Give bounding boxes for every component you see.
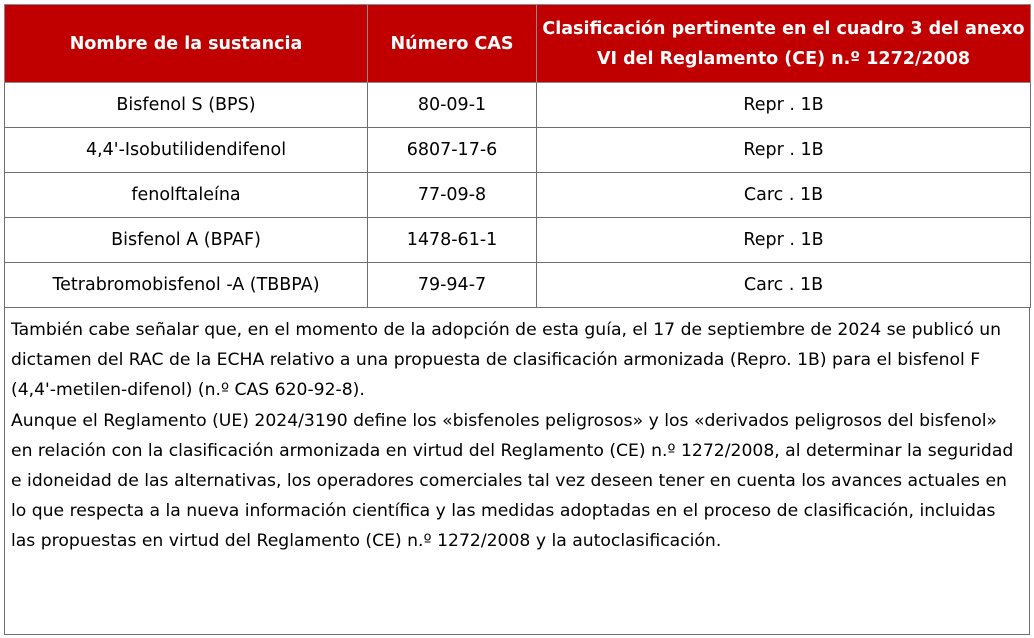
cas-number-cell: 79-94-7: [368, 263, 537, 308]
table-row: [5, 218, 1031, 263]
document-page: [4, 4, 1030, 635]
cas-number-cell: 1478-61-1: [368, 218, 537, 263]
substances-table: [4, 4, 1031, 308]
notes-box: [4, 308, 1030, 635]
table-row: [5, 263, 1031, 308]
substance-name-cell: Tetrabromobisfenol -A (TBBPA): [5, 263, 368, 308]
classification-cell: Repr . 1B: [537, 218, 1031, 263]
note-paragraph-echa-opinion: También cabe señalar que, en el momento de la adopción de esta guía, el 17 de septiembre de 2024 se publicó un dictamen del RAC de la ECHA relativo a una propuesta de clasificación armonizada (Repro. 1B) para el bisfenol F (4,4'-metilen-difenol) (n.º CAS 620-92-8).: [11, 320, 1002, 401]
header-row: [5, 5, 1031, 83]
table-row: [5, 83, 1031, 128]
header-classification: Clasificación pertinente en el cuadro 3 del anexo VI del Reglamento (CE) n.º 1272/2008: [537, 5, 1031, 83]
substance-name-cell: Bisfenol S (BPS): [5, 83, 368, 128]
note-paragraph-regulation: Aunque el Reglamento (UE) 2024/3190 define los «bisfenoles peligrosos» y los «derivados peligrosos del bisfenol» en relación con la clasificación armonizada en virtud del Reglamento (CE) n.º 1272/2008, al determinar la seguridad e idoneidad de las alternativas, los operadores comerciales tal vez deseen tener en cuenta los avances actuales en lo que respecta a la nueva información científica y las medidas adoptadas en el proceso de clasificación, incluidas las propuestas en virtud del Reglamento (CE) n.º 1272/2008 y la autoclasificación.: [11, 410, 1014, 552]
cas-number-cell: 80-09-1: [368, 83, 537, 128]
table-row: [5, 128, 1031, 173]
classification-cell: Carc . 1B: [537, 263, 1031, 308]
substance-name-cell: fenolftaleína: [5, 173, 368, 218]
table-row: [5, 173, 1031, 218]
classification-cell: Repr . 1B: [537, 128, 1031, 173]
table-header: [5, 5, 1031, 83]
classification-cell: Carc . 1B: [537, 173, 1031, 218]
header-cas-number: Número CAS: [368, 5, 537, 83]
cas-number-cell: 6807-17-6: [368, 128, 537, 173]
substance-name-cell: Bisfenol A (BPAF): [5, 218, 368, 263]
header-substance-name: Nombre de la sustancia: [5, 5, 368, 83]
substance-name-cell: 4,4'-Isobutilidendifenol: [5, 128, 368, 173]
table-body: [5, 83, 1031, 308]
classification-cell: Repr . 1B: [537, 83, 1031, 128]
cas-number-cell: 77-09-8: [368, 173, 537, 218]
